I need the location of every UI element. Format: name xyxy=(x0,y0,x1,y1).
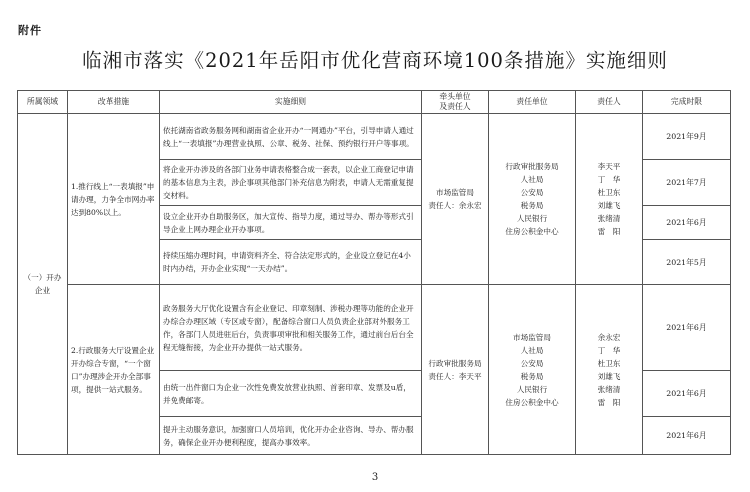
lead-cell: 行政审批服务局 责任人：李天平 xyxy=(422,285,489,455)
header-deadline: 完成时限 xyxy=(643,91,731,114)
header-units: 责任单位 xyxy=(489,91,576,114)
persons-cell xyxy=(576,114,643,285)
units-cell xyxy=(489,285,576,455)
measure-cell: 2.行政服务大厅设置企业开办综合专窗，“一个窗口”办理涉企开办全部事项，提供一站式服务。 xyxy=(68,285,160,455)
header-detail: 实施细则 xyxy=(160,91,422,114)
header-lead: 牵头单位 及责任人 xyxy=(422,91,489,114)
deadline-cell: 2021年6月 xyxy=(643,371,731,417)
unit-item: 人民银行 xyxy=(516,384,548,394)
table-row xyxy=(18,285,731,371)
person-item: 余永宏 xyxy=(597,332,621,342)
header-domain: 所属领域 xyxy=(18,91,68,114)
domain-cell: （一）开办企业 xyxy=(18,114,68,455)
person-item: 雷 阳 xyxy=(597,397,621,407)
person-item: 张绪清 xyxy=(597,384,621,394)
unit-item: 公安局 xyxy=(520,188,544,197)
person-item: 李天平 xyxy=(597,162,621,171)
deadline-cell: 2021年6月 xyxy=(643,285,731,371)
person-item: 刘雄飞 xyxy=(597,201,621,210)
detail-cell: 将企业开办涉及的各部门业务申请表格整合成一套表，以企业工商登记申请的基本信息为主表，涉企事项其他部门补充信息为附表，申请人无需重复提交材料。 xyxy=(160,160,422,206)
measures-table xyxy=(17,90,731,455)
person-item: 丁 华 xyxy=(597,175,621,184)
detail-cell: 由统一出件窗口为企业一次性免费发放营业执照、首套印章、发票及u盾，并免费邮寄。 xyxy=(160,371,422,417)
units-cell xyxy=(489,114,576,285)
unit-item: 人社局 xyxy=(520,175,544,184)
header-persons: 责任人 xyxy=(576,91,643,114)
person-item: 丁 华 xyxy=(597,345,621,355)
unit-item: 税务局 xyxy=(520,201,544,210)
persons-cell xyxy=(576,285,643,455)
person-item: 张绪清 xyxy=(597,214,621,223)
person-item: 刘雄飞 xyxy=(597,371,621,381)
page-number: 3 xyxy=(371,472,379,483)
unit-item: 公安局 xyxy=(520,358,544,368)
measure-cell: 1.推行线上“一表填报”申请办理，力争全市网办率达到80%以上。 xyxy=(68,114,160,285)
unit-item: 人社局 xyxy=(520,345,544,355)
table-header-row xyxy=(18,91,731,114)
unit-item: 行政审批服务局 xyxy=(505,162,559,171)
person-item: 杜卫东 xyxy=(597,188,621,197)
unit-item: 税务局 xyxy=(520,371,544,381)
deadline-cell: 2021年6月 xyxy=(643,417,731,455)
table-row xyxy=(18,114,731,160)
deadline-cell: 2021年6月 xyxy=(643,206,731,240)
unit-item: 住房公积金中心 xyxy=(505,227,559,236)
lead-cell: 市场监管局 责任人：余永宏 xyxy=(422,114,489,285)
detail-cell: 持续压缩办理时间，申请资料齐全、符合法定形式的，企业设立登记在4小时内办结，开办企业实现“一天办结”。 xyxy=(160,240,422,285)
deadline-cell: 2021年5月 xyxy=(643,240,731,285)
person-item: 雷 阳 xyxy=(597,227,621,236)
deadline-cell: 2021年9月 xyxy=(643,114,731,160)
header-measure: 改革措施 xyxy=(68,91,160,114)
unit-item: 市场监管局 xyxy=(513,332,551,342)
unit-item: 人民银行 xyxy=(516,214,548,223)
detail-cell: 设立企业开办自助服务区，加大宣传、指导力度，通过导办、帮办等形式引导企业上网办理企业开办事项。 xyxy=(160,206,422,240)
detail-cell: 提升主动服务意识，加强窗口人员培训，优化开办企业咨询、导办、帮办服务，确保企业开办便利程度，提高办事效率。 xyxy=(160,417,422,455)
attachment-label: 附件 xyxy=(18,24,42,37)
document-title: 临湘市落实《2021年岳阳市优化营商环境100条措施》实施细则 xyxy=(82,49,668,72)
person-item: 杜卫东 xyxy=(597,358,621,368)
detail-cell: 依托湖南省政务服务网和湖南省企业开办“一网通办”平台，引导申请人通过线上“一表填报”办理营业执照、公章、税务、社保、预约银行开户等事项。 xyxy=(160,114,422,160)
unit-item: 住房公积金中心 xyxy=(505,397,559,407)
detail-cell: 政务服务大厅优化设置含有企业登记、印章刻制、涉税办理等功能的企业开办综合办理区域（专区或专窗），配备综合窗口人员负责企业部对外服务工作，各部门人员进驻后台，负责事项审批和相关服务工作，通过前台后台全程无缝衔接，为企业开办提供一站式服务。 xyxy=(160,285,422,371)
deadline-cell: 2021年7月 xyxy=(643,160,731,206)
